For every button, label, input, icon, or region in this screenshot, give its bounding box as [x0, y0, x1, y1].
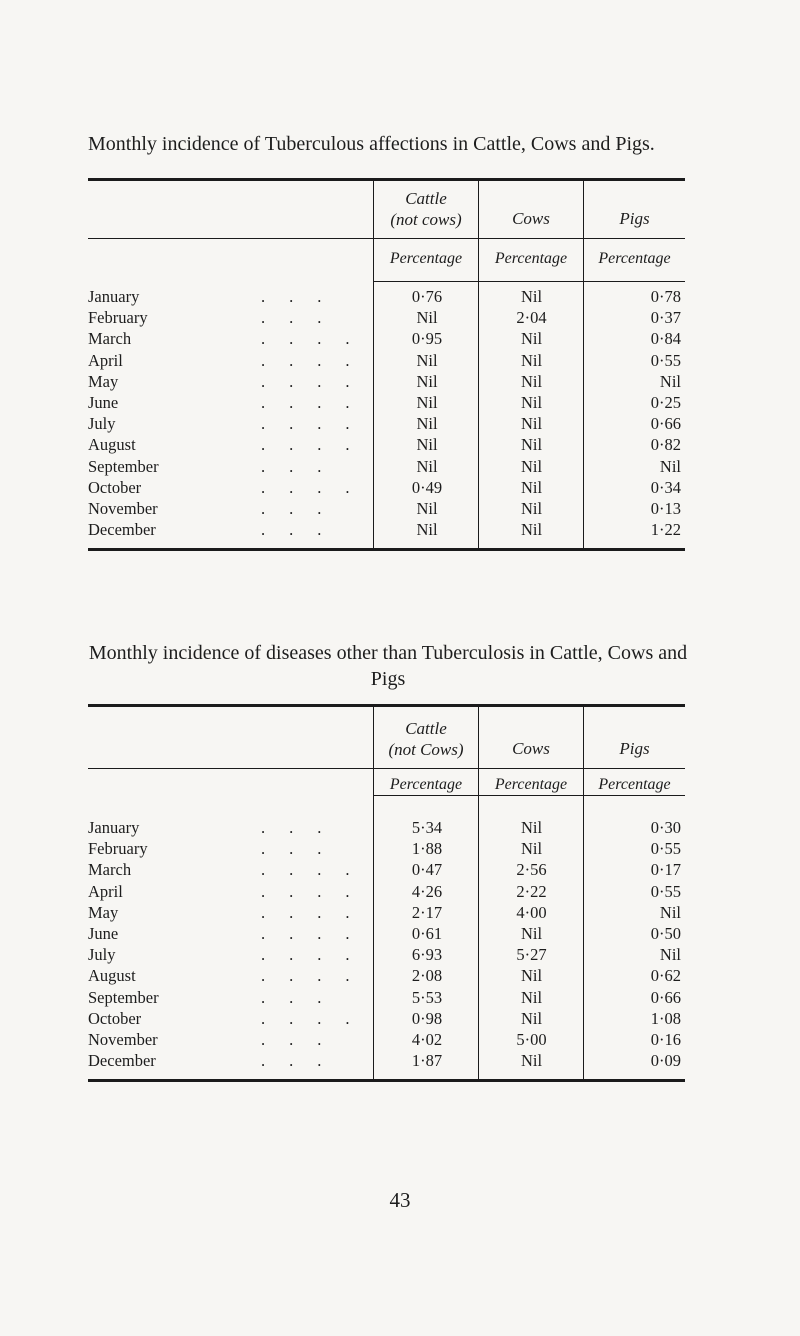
table-row [88, 839, 685, 860]
month-label: May [88, 902, 119, 922]
table-row [88, 520, 685, 541]
cows-value: 2·04 [516, 308, 547, 328]
cows-value: Nil [520, 987, 543, 1007]
cows-value: Nil [520, 520, 543, 540]
cows-value: Nil [520, 923, 543, 943]
month-label: February [88, 839, 148, 859]
pigs-value: 0·66 [650, 987, 681, 1007]
cattle-value: Nil [416, 498, 438, 518]
bottom-rule [88, 1079, 685, 1082]
cows-value: Nil [520, 414, 543, 434]
header-cattle [374, 718, 478, 760]
cattle-value: 0·49 [411, 477, 443, 497]
table-row [88, 1030, 685, 1051]
month-label: January [88, 287, 140, 306]
pigs-value: 0·55 [650, 350, 681, 370]
pigs-value: 0·66 [650, 414, 681, 434]
cattle-value: Nil [416, 414, 438, 434]
pigs-value: 0·50 [650, 923, 681, 943]
cattle-value: Nil [416, 456, 438, 476]
cows-value: Nil [520, 839, 543, 859]
month-label: August [88, 435, 136, 455]
header-cows: Cows [512, 209, 550, 228]
dot-leader: ... [261, 498, 346, 518]
pigs-value: 0·25 [650, 392, 681, 412]
pigs-value: 0·55 [650, 881, 681, 901]
pigs-value: 0·17 [650, 860, 681, 880]
cows-value: Nil [520, 371, 543, 391]
table-row [88, 351, 685, 372]
cows-value: Nil [520, 287, 543, 306]
table-row [88, 924, 685, 945]
dot-leader: .... [261, 371, 374, 391]
unit-cows: Percentage [494, 776, 568, 793]
month-label: June [88, 392, 119, 412]
cattle-value: 2·17 [411, 902, 443, 922]
table2-title: Monthly incidence of diseases other than Tuberculosis in Cattle, Cows and Pigs [88, 642, 688, 690]
header-cattle [374, 188, 478, 230]
cows-value: 4·00 [516, 902, 547, 922]
table-row [88, 287, 685, 308]
pigs-value: 0·78 [650, 287, 681, 306]
pigs-value: 0·55 [650, 839, 681, 859]
dot-leader: .... [261, 923, 374, 943]
month-label: March [88, 329, 132, 349]
cows-value: Nil [520, 1051, 543, 1071]
cows-value: 2·56 [516, 860, 547, 880]
pigs-value: Nil [659, 456, 681, 476]
month-label: October [88, 477, 142, 497]
header-cattle-line1: Cattle [405, 719, 447, 738]
month-label: November [88, 1029, 158, 1049]
table-row [88, 478, 685, 499]
header-cattle-line1: Cattle [405, 189, 447, 208]
header-pigs: Pigs [619, 739, 650, 758]
unit-cattle: Percentage [389, 250, 463, 267]
cattle-value: 5·53 [411, 987, 443, 1007]
cows-value: Nil [520, 966, 543, 986]
unit-pigs: Percentage [598, 250, 671, 267]
top-rule [88, 178, 685, 181]
table-row [88, 882, 685, 903]
table-row [88, 945, 685, 966]
month-label: April [88, 350, 123, 370]
cattle-value: 1·87 [411, 1051, 443, 1071]
dot-leader: ... [261, 839, 346, 859]
pigs-value: 0·30 [650, 818, 681, 837]
cows-value: Nil [520, 350, 543, 370]
cows-value: 5·27 [516, 945, 547, 965]
pigs-value: 0·82 [650, 435, 681, 455]
dot-leader: .... [261, 966, 374, 986]
pigs-value: 0·16 [650, 1029, 681, 1049]
month-label: December [88, 1051, 156, 1071]
month-label: September [88, 456, 159, 476]
cows-value: Nil [520, 1008, 543, 1028]
table1-title: Monthly incidence of Tuberculous affections in Cattle, Cows and Pigs. [88, 133, 655, 155]
table-row [88, 414, 685, 435]
header-cows: Cows [512, 739, 550, 758]
header-rule [88, 768, 685, 769]
table-row [88, 966, 685, 987]
pigs-value: Nil [659, 902, 681, 922]
dot-leader: .... [261, 392, 374, 412]
cattle-value: Nil [416, 392, 438, 412]
table-row [88, 457, 685, 478]
cattle-value: 4·26 [411, 881, 443, 901]
pigs-value: 0·62 [650, 966, 681, 986]
table-row [88, 988, 685, 1009]
cattle-value: 6·93 [411, 945, 443, 965]
bottom-rule [88, 548, 685, 551]
table-row [88, 1009, 685, 1030]
dot-leader: ... [261, 520, 346, 540]
cattle-value: 0·47 [411, 860, 443, 880]
other-diseases-table [88, 704, 685, 1084]
cattle-value: Nil [416, 435, 438, 455]
cows-value: Nil [520, 392, 543, 412]
cattle-value: 0·61 [411, 923, 443, 943]
pigs-value: 0·13 [650, 498, 681, 518]
dot-leader: ... [261, 818, 346, 837]
pigs-value: Nil [659, 371, 681, 391]
month-label: May [88, 371, 119, 391]
dot-leader: ... [261, 456, 346, 476]
header-cattle-line2: (not Cows) [388, 740, 464, 759]
month-label: December [88, 520, 156, 540]
cattle-value: 0·76 [411, 287, 443, 306]
pigs-value: 1·08 [650, 1008, 681, 1028]
table-row [88, 393, 685, 414]
cattle-value: Nil [416, 520, 438, 540]
pigs-value: 0·37 [650, 308, 681, 328]
pigs-value: Nil [659, 945, 681, 965]
cattle-value: 0·95 [411, 329, 443, 349]
cattle-value: Nil [416, 308, 438, 328]
cattle-value: 0·98 [411, 1008, 443, 1028]
dot-leader: .... [261, 881, 374, 901]
month-label: April [88, 881, 123, 901]
unit-pigs: Percentage [598, 776, 671, 793]
table-body [88, 818, 685, 1072]
cattle-value: 2·08 [411, 966, 443, 986]
cows-value: Nil [520, 329, 543, 349]
dot-leader: .... [261, 435, 374, 455]
dot-leader: .... [261, 860, 374, 880]
unit-cows: Percentage [494, 250, 568, 267]
table-body [88, 287, 685, 541]
dot-leader: ... [261, 1029, 346, 1049]
cattle-value: 4·02 [411, 1029, 443, 1049]
dot-leader: ... [261, 287, 346, 306]
dot-leader: ... [261, 987, 346, 1007]
table-row [88, 903, 685, 924]
dot-leader: .... [261, 329, 374, 349]
header-pigs: Pigs [619, 209, 650, 228]
cows-value: Nil [520, 435, 543, 455]
month-label: September [88, 987, 159, 1007]
table-row [88, 372, 685, 393]
table-row [88, 860, 685, 881]
table-row [88, 499, 685, 520]
month-label: August [88, 966, 136, 986]
dot-leader: .... [261, 477, 374, 497]
table-row [88, 435, 685, 456]
table-row [88, 1051, 685, 1072]
month-label: November [88, 498, 158, 518]
month-label: June [88, 923, 119, 943]
cows-value: Nil [520, 456, 543, 476]
subheader-rule [373, 795, 685, 796]
cattle-value: Nil [416, 350, 438, 370]
month-label: March [88, 860, 132, 880]
table-row [88, 329, 685, 350]
header-cattle-line2: (not cows) [390, 210, 462, 229]
dot-leader: ... [261, 308, 346, 328]
month-label: July [88, 414, 116, 434]
subheader-rule [373, 281, 685, 282]
dot-leader: .... [261, 414, 374, 434]
month-label: January [88, 818, 140, 837]
cows-value: Nil [520, 498, 543, 518]
unit-cattle: Percentage [389, 776, 463, 793]
cows-value: Nil [520, 477, 543, 497]
table-row [88, 308, 685, 329]
cows-value: 5·00 [516, 1029, 547, 1049]
page-number: 43 [389, 1188, 411, 1212]
top-rule [88, 704, 685, 707]
dot-leader: ... [261, 1051, 346, 1071]
pigs-value: 0·84 [650, 329, 681, 349]
cattle-value: 5·34 [411, 818, 443, 837]
dot-leader: .... [261, 350, 374, 370]
pigs-value: 0·34 [650, 477, 681, 497]
cows-value: 2·22 [516, 881, 547, 901]
tuberculous-table [88, 178, 685, 553]
header-rule [88, 238, 685, 239]
cows-value: Nil [520, 818, 543, 837]
cattle-value: Nil [416, 371, 438, 391]
pigs-value: 1·22 [650, 520, 681, 540]
dot-leader: .... [261, 945, 374, 965]
month-label: October [88, 1008, 142, 1028]
month-label: July [88, 945, 116, 965]
month-label: February [88, 308, 148, 328]
pigs-value: 0·09 [650, 1051, 681, 1071]
table-row [88, 818, 685, 839]
dot-leader: .... [261, 1008, 374, 1028]
cattle-value: 1·88 [411, 839, 443, 859]
dot-leader: .... [261, 902, 374, 922]
